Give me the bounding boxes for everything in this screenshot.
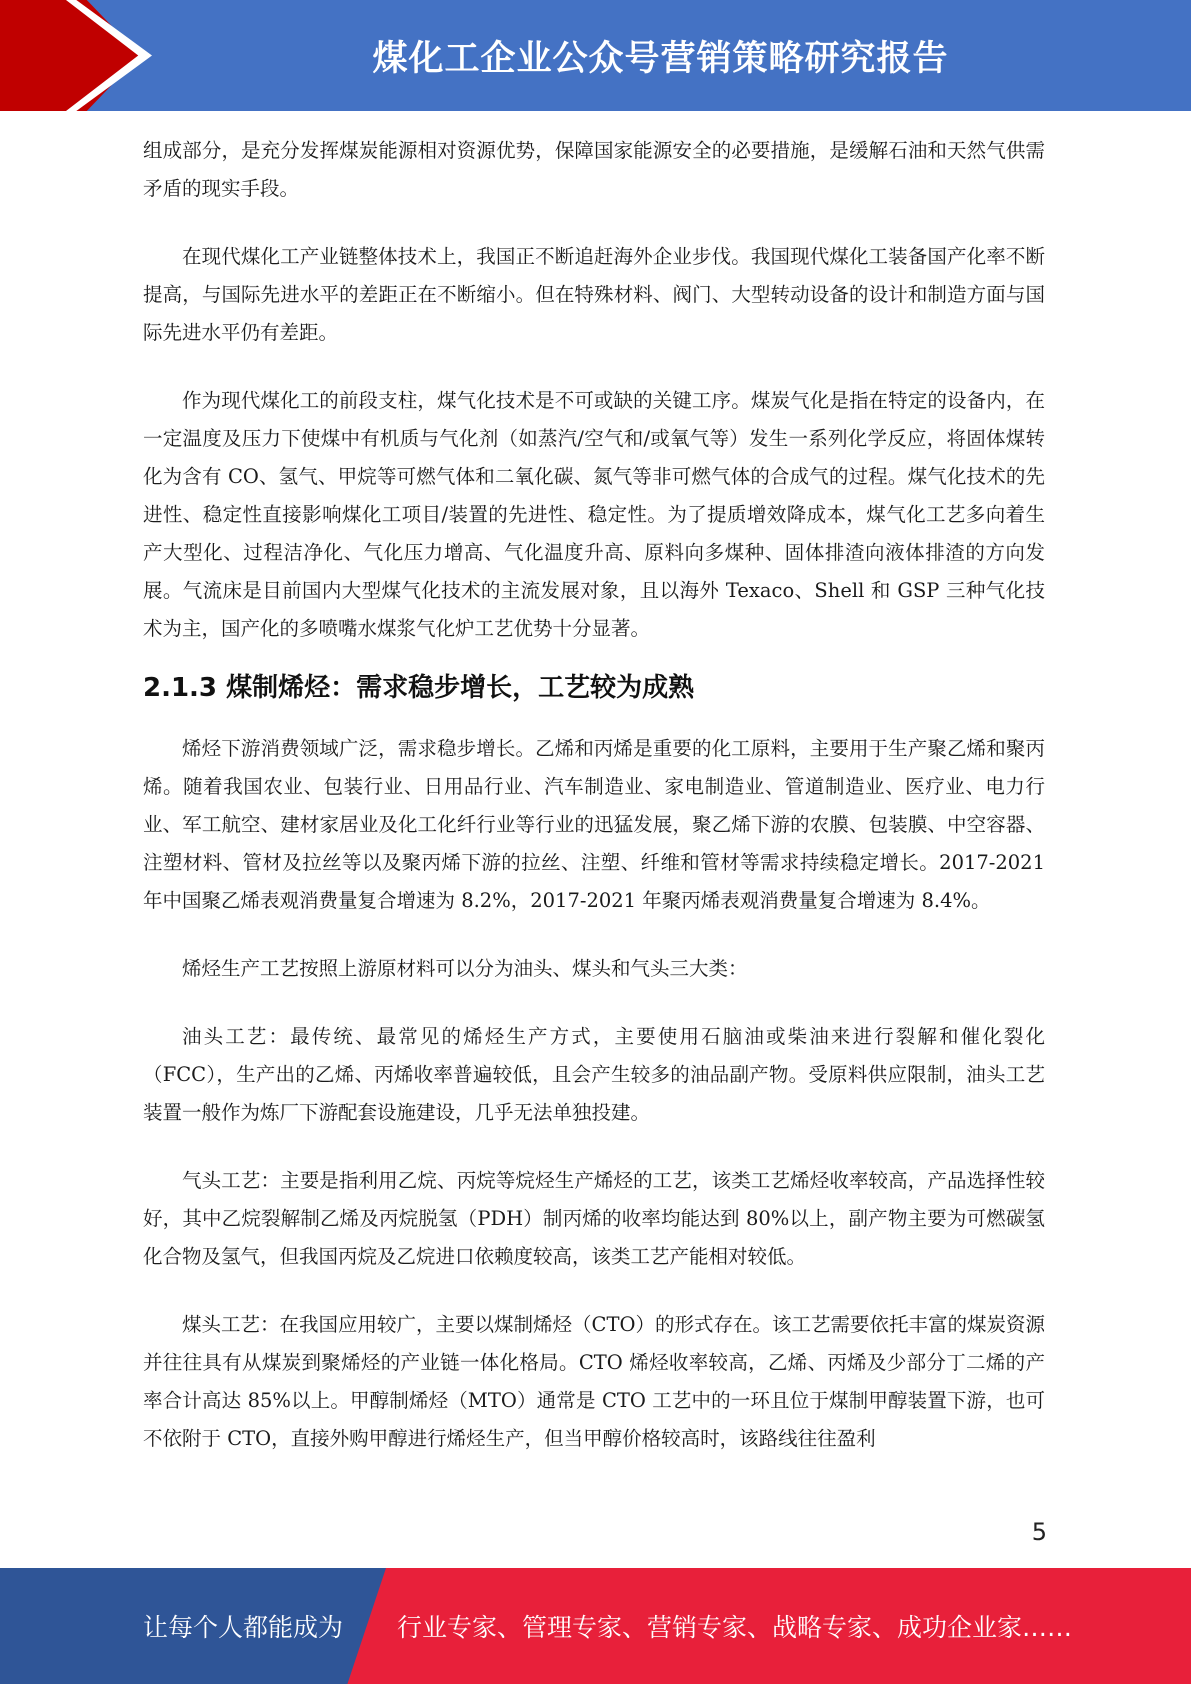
page-number: 5	[1031, 1518, 1047, 1546]
paragraph-7: 气头工艺：主要是指利用乙烷、丙烷等烷烃生产烯烃的工艺，该类工艺烯烃收率较高，产品选择性较好，其中乙烷裂解制乙烯及丙烷脱氢（PDH）制丙烯的收率均能达到 80%以上，副产物主要为可燃碳氢化合物及氢气，但我国丙烷及乙烷进口依赖度较高，该类工艺产能相对较低。	[143, 1169, 1045, 1268]
page-content	[143, 132, 1045, 1458]
paragraph-3: 作为现代煤化工的前段支柱，煤气化技术是不可或缺的关键工序。煤炭气化是指在特定的设备内，在一定温度及压力下使煤中有机质与气化剂（如蒸汽/空气和/或氧气等）发生一系列化学反应，将固体煤转化为含有 CO、氢气、甲烷等可燃气体和二氧化碳、氮气等非可燃气体的合成气的过程。煤气化技术的先进性、稳定性直接影响煤化工项目/装置的先进性、稳定性。为了提质增效降成本，煤气化工艺多向着生产大型化、过程洁净化、气化压力增高、气化温度升高、原料向多煤种、固体排渣向液体排渣的方向发展。气流床是目前国内大型煤气化技术的主流发展对象，且以海外 Texaco、Shell 和 GSP 三种气化技术为主，国产化的多喷嘴水煤浆气化炉工艺优势十分显著。	[143, 389, 1045, 640]
header-red-arrow	[0, 0, 140, 111]
footer-slogan-right: 行业专家、管理专家、营销专家、战略专家、成功企业家……	[397, 1613, 1073, 1642]
footer-band	[0, 1568, 1191, 1684]
report-title: 煤化工企业公众号营销策略研究报告	[372, 38, 949, 79]
paragraph-5: 烯烃生产工艺按照上游原材料可以分为油头、煤头和气头三大类：	[182, 957, 748, 980]
paragraph-1: 组成部分，是充分发挥煤炭能源相对资源优势，保障国家能源安全的必要措施，是缓解石油和天然气供需矛盾的现实手段。	[143, 139, 1045, 200]
paragraph-6: 油头工艺：最传统、最常见的烯烃生产方式，主要使用石脑油或柴油来进行裂解和催化裂化（FCC），生产出的乙烯、丙烯收率普遍较低，且会产生较多的油品副产物。受原料供应限制，油头工艺装置一般作为炼厂下游配套设施建设，几乎无法单独投建。	[143, 1025, 1045, 1124]
paragraph-2: 在现代煤化工产业链整体技术上，我国正不断追赶海外企业步伐。我国现代煤化工装备国产化率不断提高，与国际先进水平的差距正在不断缩小。但在特殊材料、阀门、大型转动设备的设计和制造方面与国际先进水平仍有差距。	[143, 245, 1045, 344]
paragraph-4: 烯烃下游消费领域广泛，需求稳步增长。乙烯和丙烯是重要的化工原料，主要用于生产聚乙烯和聚丙烯。随着我国农业、包装行业、日用品行业、汽车制造业、家电制造业、管道制造业、医疗业、电力行业、军工航空、建材家居业及化工化纤行业等行业的迅猛发展，聚乙烯下游的农膜、包装膜、中空容器、注塑材料、管材及拉丝等以及聚丙烯下游的拉丝、注塑、纤维和管材等需求持续稳定增长。2017-2021 年中国聚乙烯表观消费量复合增速为 8.2%，2017-2021 年聚丙烯表观消费量复合增速为 8.4%。	[143, 737, 1045, 912]
paragraph-8: 煤头工艺：在我国应用较广，主要以煤制烯烃（CTO）的形式存在。该工艺需要依托丰富的煤炭资源并往往具有从煤炭到聚烯烃的产业链一体化格局。CTO 烯烃收率较高，乙烯、丙烯及少部分丁二烯的产率合计高达 85%以上。甲醇制烯烃（MTO）通常是 CTO 工艺中的一环且位于煤制甲醇装置下游，也可不依附于 CTO，直接外购甲醇进行烯烃生产，但当甲醇价格较高时，该路线往往盈利	[143, 1313, 1045, 1450]
header-band	[0, 0, 1191, 111]
section-heading: 2.1.3 煤制烯烃：需求稳步增长，工艺较为成熟	[143, 673, 695, 703]
footer-slogan-left: 让每个人都能成为	[143, 1613, 344, 1642]
